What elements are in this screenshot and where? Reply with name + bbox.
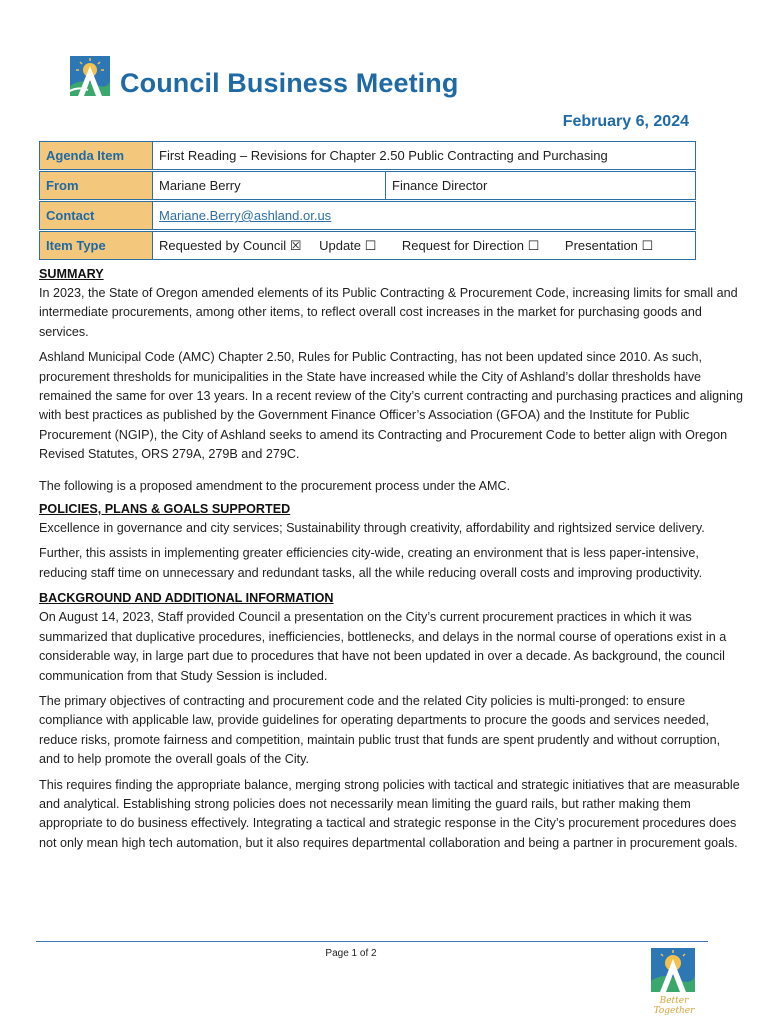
background-paragraph: On August 14, 2023, Staff provided Council a presentation on the City’s current procurement practices in which it was summarized that duplicative procedures, inefficiencies, bottlenecks, and delays in the normal course of operations exist in a considerable way, in large part due to procedures that have not been updated in over a decade. As background, the council communication from that Study Session is included. (39, 610, 727, 683)
contact-email-link[interactable]: Mariane.Berry@ashland.or.us (159, 208, 332, 223)
update-checkbox[interactable]: Update ☐ (319, 237, 377, 253)
item-type-label: Item Type (40, 232, 153, 260)
page-number: Page 1 of 2 (325, 948, 377, 959)
background-paragraph: This requires finding the appropriate balance, merging strong policies with tactical and strategic initiatives that are measurable and analytical. Establishing strong policies does not necessarily mean limiting the guard rails, but rather making them appropriate to do business effectively. Integrating a tactical and strategic response in the City’s procurement procedures does not only mean high tech automation, but it also requires departmental collaboration and being a partner in procurement goals. (39, 777, 740, 850)
from-label: From (40, 172, 153, 200)
background-heading: BACKGROUND AND ADDITIONAL INFORMATION (39, 591, 334, 606)
contact-row (40, 202, 696, 230)
agenda-item-row (40, 142, 696, 170)
footer-divider (36, 941, 708, 942)
page-header (66, 56, 458, 100)
policies-paragraph: Excellence in governance and city services; Sustainability through creativity, affordability and rightsized service delivery. (39, 521, 705, 536)
contact-label: Contact (40, 202, 153, 230)
meeting-date: February 6, 2024 (562, 113, 689, 130)
page-title: Council Business Meeting (120, 67, 459, 98)
agenda-item-label: Agenda Item (40, 142, 153, 170)
footer-tagline: Better Together (653, 996, 695, 1016)
summary-paragraph: In 2023, the State of Oregon amended elements of its Public Contracting & Procurement Code, increasing limits for small and intermediate procurements, among other items, to reflect overall cost increases in the market for purchasing goods and services. (39, 286, 738, 339)
policies-paragraph: Further, this assists in implementing greater efficiencies city-wide, creating an environment that is less paper-intensive, reducing staff time on unnecessary and redundant tasks, all the while reducing overall costs and improving productivity. (39, 546, 703, 580)
from-name: Mariane Berry (153, 172, 386, 200)
requested-by-council-checkbox[interactable]: Requested by Council ☒ (159, 237, 302, 253)
agenda-item-value: First Reading – Revisions for Chapter 2.50 Public Contracting and Purchasing (153, 142, 696, 170)
presentation-checkbox[interactable]: Presentation ☐ (564, 237, 654, 253)
from-row (40, 172, 696, 200)
summary-heading: SUMMARY (39, 267, 104, 281)
document-body (39, 265, 744, 859)
summary-paragraph: Ashland Municipal Code (AMC) Chapter 2.50, Rules for Public Contracting, has not been updated since 2010. As such, procurement thresholds for municipalities in the State have increased while the City of Ashland’s dollar thresholds have remained the same for over 13 years. In a recent review of the City’s current contracting and purchasing practices and aligning with best practices as published by the Government Finance Officer’s Association (GFOA) and the Institute for Public Procurement (NGIP), the City of Ashland seeks to amend its Contracting and Procurement Code to better align with Oregon Revised Statutes, ORS 279A, 279B and 279C. (39, 350, 743, 462)
agenda-info-table (39, 141, 696, 260)
item-type-row (40, 232, 696, 260)
background-paragraph: The primary objectives of contracting and procurement code and the related City policies is multi-pronged: to ensure compliance with applicable law, provide guidelines for operating departments to procure the goods and services needed, reduce risks, promote fairness and competition, maintain public trust that funds are spent prudently and without corruption, and to help promote the overall goals of the City. (39, 693, 721, 767)
summary-paragraph: The following is a proposed amendment to the procurement process under the AMC. (39, 478, 511, 493)
from-title: Finance Director (386, 172, 696, 200)
item-type-options (153, 232, 696, 260)
city-logo-icon (66, 56, 114, 100)
policies-heading: POLICIES, PLANS & GOALS SUPPORTED (39, 502, 291, 517)
contact-cell (153, 202, 696, 230)
request-for-direction-checkbox[interactable]: Request for Direction ☐ (401, 237, 540, 253)
